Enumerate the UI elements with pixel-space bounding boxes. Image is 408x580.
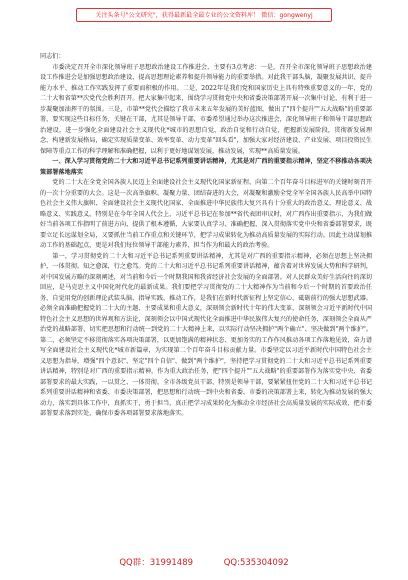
- qq-group-text: QQ群：31991489: [119, 558, 194, 568]
- section-1-paragraph: 党的二十大在全党全国各族人民迈上全面建设社会主义现代化国家新征程、向第二个百年奋斗目标进军的关键时刻召开的一次十分重要的大会。这是一次高举旗帜、凝聚力量、团结奋进的大会，对凝聚和激励全党全军全国各族人民高举中国特色社会主义伟大旗帜、全面建设社会主义现代化国家、全面推进中华民族伟大复兴具有十分重大的政治意义、理论意义、战略意义、实践意义。特别是在今年全国人代会上，习近平总书记在参加**省代表团审议时，对广西作出重要指示，为我们做好当前各项工作指明了前进方向、提供了根本遵循，大家要认真学习、准确把握、深入贯彻落实党中央和省委部署要求，既要立足长远谋划全局，又要抓住当前工作重点和关键环节，把学习成果转化为推动高质量发展的实际行动。因此主动谋划推动工作的基础起点，更是对我们每位领导干部能力素养、担当作为和最大的政治考验。: [40, 179, 372, 249]
- document-body: [40, 52, 372, 420]
- qq-number-text: QQ:535304092: [223, 558, 289, 568]
- footer-contact: [0, 556, 408, 570]
- intro-paragraph: 市委决定召开全市深化领导班子思想政治建设工作推进会，主要有3点考虑：一是，召开全市深化领导班子思想政治建设工作推进会是加强思想政治建设、提高思想理论素养和提升领导能力的重要举措。对此我干部头脑，凝聚发展共识、提升能力水平、推动工作实践发挥了重要而积极的作用。二是，2022年是我们党和国家历史上具有特殊重要意义的一年，党的二十大和省第**次党代会胜利召开。把大家集中起来，围绕学习贯彻党中央和省委决策部署开展一次集中讨论，有利于进一步凝聚加油挥干的氛围。三是，市第**党代会描绘了我市未来五年发展的美好蓝图，做出了"四个提升""五大战略"的重要部署，要实现这些目标任务，关键在干部，尤其是领导干部，市委希望通过举办这次推进会，深化领导班子和领导干部思想政治建设，进一步强化全面建设社会主义现代化*城市的思想自觉、政治自觉和行动自觉，把握新发展阶段，贯彻新发展理念、构建新发展格局，确定实现质量变革、效率变革、动力变革"回头看"，加强大家对经济建设、产业发展、项目投资民生保障等重点工作的科学理解和准确把握，以利于更好地谋划发展，推动发展，实现**高质量发展。: [40, 63, 372, 155]
- section-1-heading: 一、深入学习贯彻党的二十大和习近平总书记系列重要讲话精神，尤其是对广西的重要指示精神，坚定不移推动各项决策部署落地落实: [40, 158, 372, 176]
- salutation: 同志们：: [40, 53, 65, 60]
- header-banner: 关注头条号"公文研究"，获得最新最全最专业的公文资料库！ 微信：gongwenyj: [76, 8, 332, 22]
- section-2-paragraph: 第一，学习贯彻党的二十大和习近平总书记系列重要讲话精神，尤其是对广西的重要指示精神，必须在思想上坚决拥护、一体贯彻。知之愈深，行之愈笃。党的二十大和习近平总书记系列重要讲话精神，蕴含着对世界发展大势和科学研判，对中国发展方略的深刻阐述，对当前和今后一个时期我国和我省经济社会发展的全面部署。对人民群众美好生活向往的深切回应，是马克思主义中国化时代化的最新成果。我们要把学习贯彻党的二十大精神作为当前和今后一个时期的首要政治任务，自觉用党的创新理论武装头脑、指导实践、推动工作，是我们在新时代新征程上坚定信心、砥砺前行的强大思想武器。必须全面准确把握党的二十大的主题、主要成果和重大意义，深刻领会新时代十年的伟大变革，深刻领会习近平新时代中国特色社会主义思想的世界观和方法论，深刻领会以中国式现代化全面推进中华民族伟大复兴的使命任务，深刻领会全面从严治党的战略部署，切实把思想和行动统一到党的二十大精神上来，以实际行动坚决拥护"两个确立"、坚决做到"两个维护"。第二，必须坚定不移贯彻落实各项决策部署，以更加饱满的精神状态、更加务实的工作作风推动各项工作落地见效，奋力谱写全面建设社会主义现代化*城市新篇章，为实现第二个百年奋斗目标贡献力量。市委坚定以习近平新时代中国特色社会主义思想为指导，增强"四个意识"、坚定"四个自信"、做到"两个维护"，坚持把学习贯彻党的二十大和习近平总书记系列重要讲话精神，特别是对广西的重要指示精神，作为重大政治任务，把"四个提升""五大战略"的重要部署作为落实党中央、省委部署要求的最大实践，一以贯之、一体贯彻。全市各级党员干部，特别是领导干部，要紧紧扭住党的二十大和习近平总书记系列重要讲话精神和省委、市委决策部署，把思想和行动统一到中央和省委、市委的决策部署上来，转化为推动发展的强大动力，落实到具体工作中，真抓实干，勇于担当，真正把学习成果转化为推动全市经济社会高质量发展的实际成效，把市委部署要求落到实处，确保市委各项部署要求落地落实。: [40, 252, 372, 417]
